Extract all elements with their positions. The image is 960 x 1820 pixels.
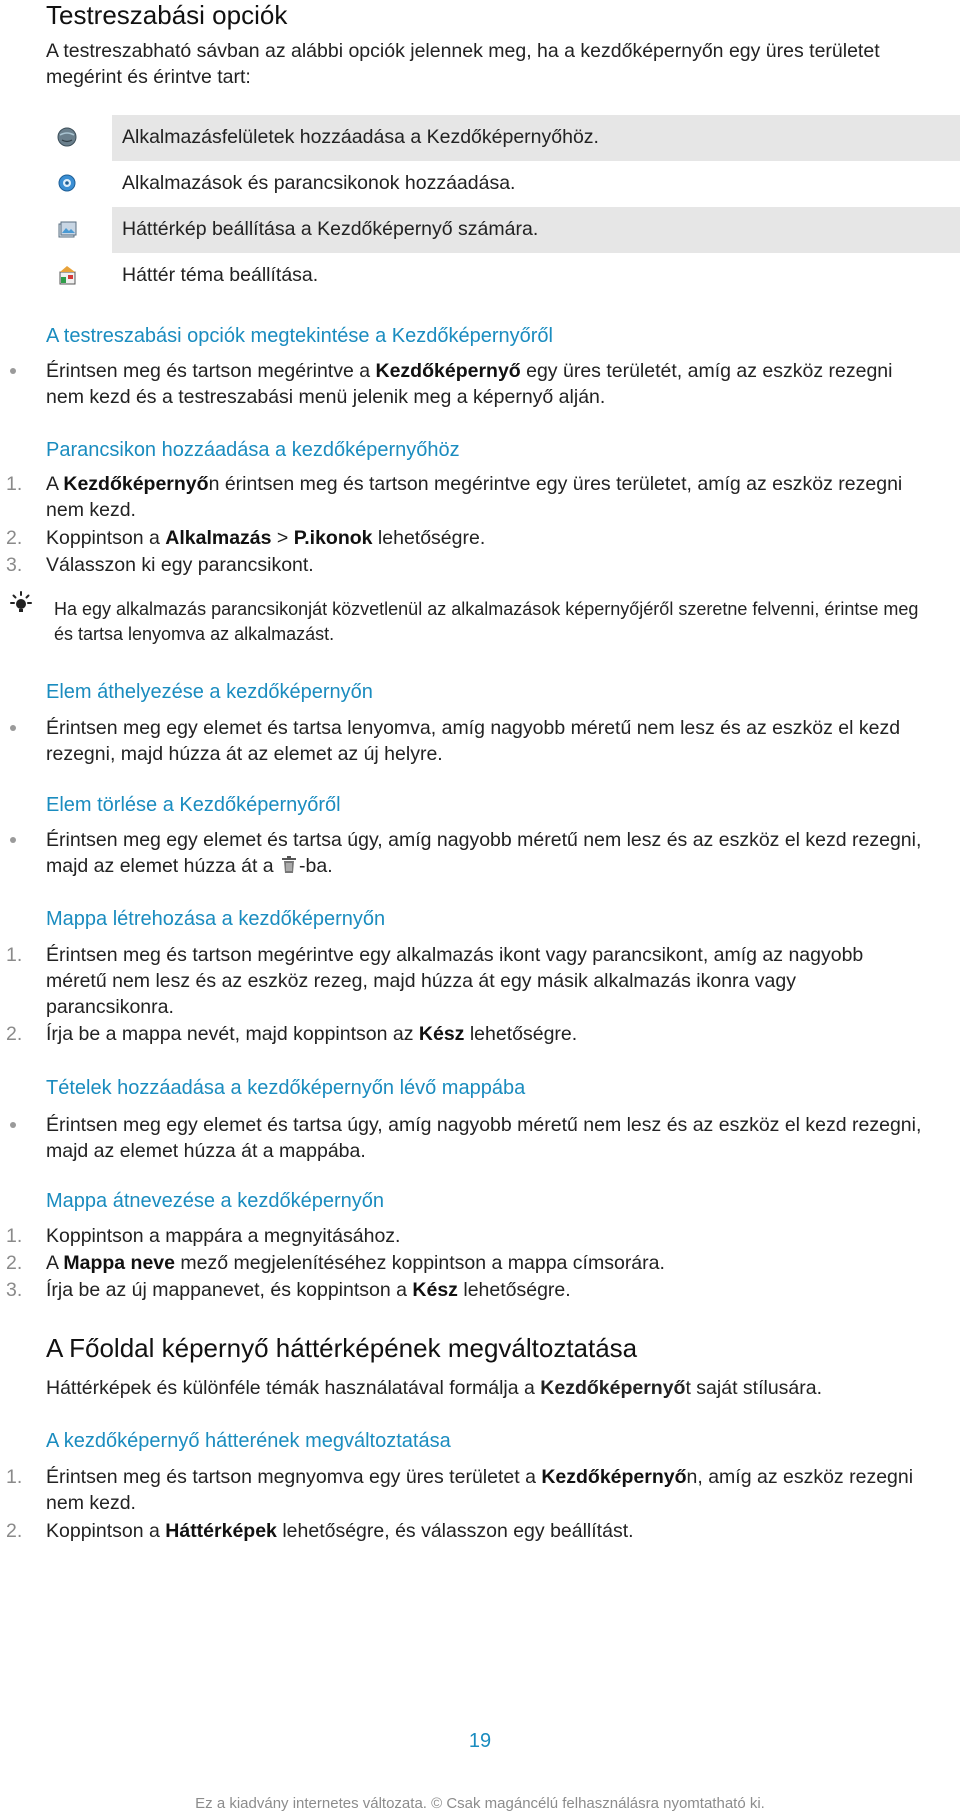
wallpaper-icon [56,218,78,240]
step-number: 3. [6,554,23,576]
section-intro: Háttérképek és különféle témák használatával formálja a Kezdőképernyőt saját stílusára. [46,1377,823,1399]
tip-text: Ha egy alkalmazás parancsikonját közvetlenül az alkalmazások képernyőjéről szeretne felvenni, érintse meg és tartsa lenyomva az alkalmazást. [54,599,919,644]
option-label: Háttér téma beállítása. [122,264,319,286]
procedure-heading: Mappa létrehozása a kezdőképernyőn [46,908,386,930]
lightbulb-tip-icon [8,590,34,616]
step-text: Érintsen meg és tartson megérintve egy alkalmazás ikont vagy parancsikont, amíg az nagyobb méretű nem lesz és az eszköz rezeg, majd húzza át egy másik alkalmazás ikonra vagy parancsikonra. [46,944,864,1018]
step-text: Érintsen meg és tartson megnyomva egy üres területet a Kezdőképernyőn, amíg az eszköz rezegni nem kezd. [46,1466,914,1514]
procedure-heading: Mappa átnevezése a kezdőképernyőn [46,1190,385,1212]
step-text: A Mappa neve mező megjelenítéséhez koppintson a mappa címsorára. [46,1252,665,1274]
step-number: 1. [6,1225,23,1247]
section-title: Testreszabási opciók [46,0,288,30]
step-number: 2. [6,527,23,549]
step-number: 1. [6,473,23,495]
theme-icon [56,264,78,286]
step-number: 2. [6,1520,23,1542]
procedure-heading: Tételek hozzáadása a kezdőképernyőn lévő mappába [46,1077,526,1099]
list-item: Érintsen meg egy elemet és tartsa lenyomva, amíg nagyobb méretű nem lesz és az eszköz el kezd rezegni, majd húzza át az elemet az új helyre. [46,717,901,765]
option-label: Alkalmazásfelületek hozzáadása a Kezdőképernyőhöz. [122,126,599,148]
page-number: 19 [468,1730,492,1752]
procedure-heading: A testreszabási opciók megtekintése a Kezdőképernyőről [46,325,553,347]
step-number: 1. [6,944,23,966]
step-text: Koppintson a Alkalmazás > P.ikonok lehetőségre. [46,527,486,549]
step-number: 2. [6,1252,23,1274]
step-number: 3. [6,1279,23,1301]
step-number: 2. [6,1023,23,1045]
section-intro: A testreszabható sávban az alábbi opciók jelennek meg, ha a kezdőképernyőn egy üres területet megérint és érintve tart: [46,40,880,88]
step-text: Írja be az új mappanevet, és koppintson a Kész lehetőségre. [46,1279,571,1301]
option-label: Háttérkép beállítása a Kezdőképernyő számára. [122,218,539,240]
trash-icon [281,856,297,874]
list-item: Érintsen meg egy elemet és tartsa úgy, amíg nagyobb méretű nem lesz és az eszköz el kezd rezegni, majd az elemet húzza át a -ba. [46,829,922,877]
step-text: A Kezdőképernyőn érintsen meg és tartson megérintve egy üres területet, amíg az eszköz rezegni nem kezd. [46,473,903,521]
list-bullet [10,368,16,374]
shortcut-icon [56,172,78,194]
step-text: Koppintson a Háttérképek lehetőségre, és válasszon egy beállítást. [46,1520,634,1542]
option-row [112,253,960,299]
option-row [112,115,960,161]
step-number: 1. [6,1466,23,1488]
procedure-heading: Parancsikon hozzáadása a kezdőképernyőhöz [46,439,460,461]
list-item: Érintsen meg egy elemet és tartsa úgy, amíg nagyobb méretű nem lesz és az eszköz el kezd rezegni, majd az elemet húzza át a mappába. [46,1114,922,1162]
list-bullet [10,725,16,731]
list-bullet [10,837,16,843]
section-title: A Főoldal képernyő háttérképének megváltoztatása [46,1333,638,1363]
step-text: Írja be a mappa nevét, majd koppintson az Kész lehetőségre. [46,1023,578,1045]
widget-globe-icon [56,126,78,148]
page-footer: Ez a kiadvány internetes változata. © Csak magáncélú felhasználásra nyomtatható ki. [195,1795,765,1812]
procedure-heading: A kezdőképernyő hátterének megváltoztatása [46,1430,451,1452]
list-item: Érintsen meg és tartson megérintve a Kezdőképernyő egy üres területét, amíg az eszköz rezegni nem kezd és a testreszabási menü jelenik meg a képernyő alján. [46,360,893,408]
option-label: Alkalmazások és parancsikonok hozzáadása. [122,172,516,194]
procedure-heading: Elem áthelyezése a kezdőképernyőn [46,681,373,703]
step-text: Koppintson a mappára a megnyitásához. [46,1225,401,1247]
option-row [112,207,960,253]
option-row [112,161,960,207]
procedure-heading: Elem törlése a Kezdőképernyőről [46,794,341,816]
list-bullet [10,1122,16,1128]
step-text: Válasszon ki egy parancsikont. [46,554,314,576]
